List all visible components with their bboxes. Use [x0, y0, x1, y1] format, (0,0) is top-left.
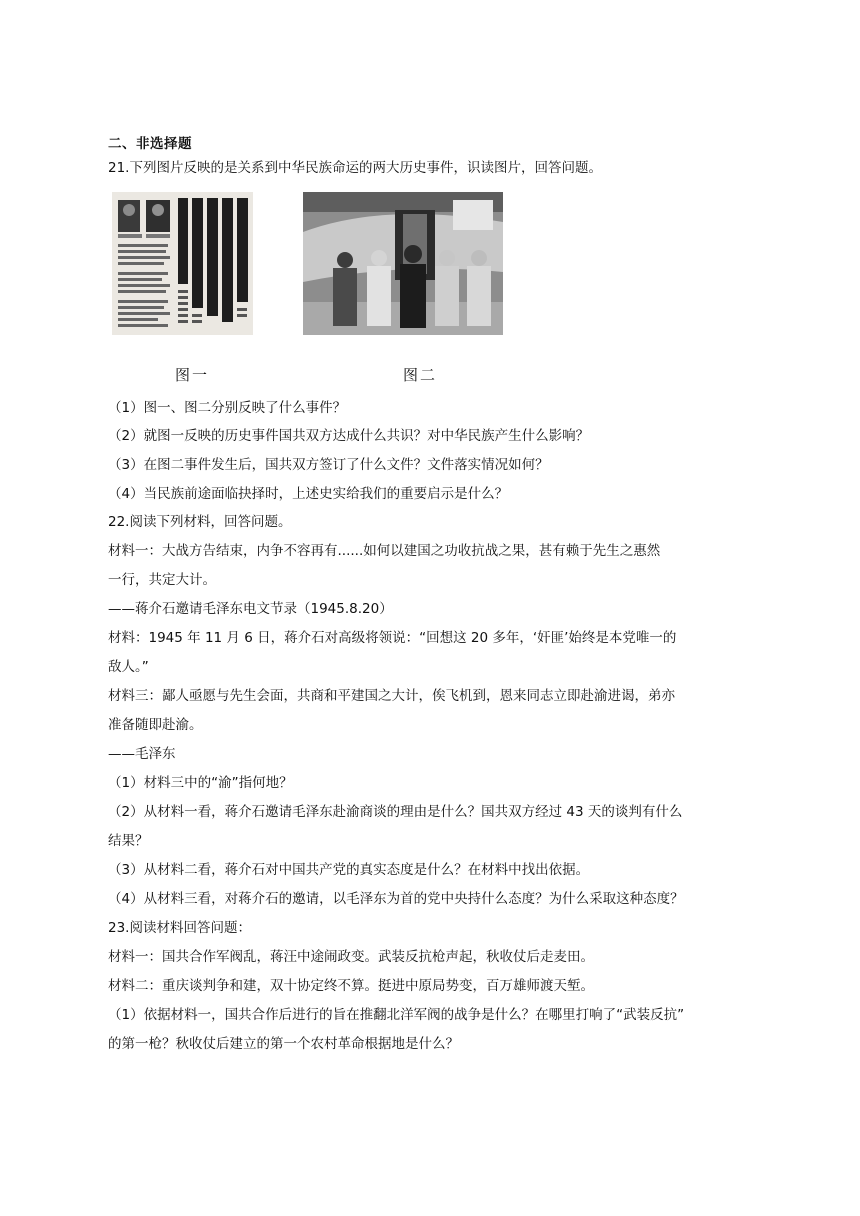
q22-material-3-source: ——毛泽东	[108, 746, 176, 762]
q21-sub-3: （3）在图二事件发生后，国共双方签订了什么文件？文件落实情况如何？	[108, 457, 549, 473]
q22-stem: 22.阅读下列材料，回答问题。	[108, 514, 292, 530]
q22-sub-2-line-2: 结果？	[108, 833, 149, 849]
q22-sub-4: （4）从材料三看，对蒋介石的邀请，以毛泽东为首的党中央持什么态度？为什么采取这种态度？	[108, 891, 684, 907]
q21-sub-2: （2）就图一反映的历史事件国共双方达成什么共识？对中华民族产生什么影响？	[108, 428, 590, 444]
q21-stem: 21.下列图片反映的是关系到中华民族命运的两大历史事件，识读图片，回答问题。	[108, 160, 602, 176]
q22-sub-3: （3）从材料二看，蒋介石对中国共产党的真实态度是什么？在材料中找出依据。	[108, 862, 590, 878]
q21-sub-4: （4）当民族前途面临抉择时，上述史实给我们的重要启示是什么？	[108, 486, 509, 502]
q22-material-2-line-1: 材料：1945 年 11 月 6 日，蒋介石对高级将领说：“回想这 20 多年，‘奸匪’始终是本党唯一的	[108, 630, 677, 646]
q22-material-1-line-1: 材料一：大战方告结束，内争不容再有......如何以建国之功收抗战之果，甚有赖于先生之惠然	[108, 543, 661, 559]
newspaper-photo	[112, 192, 253, 335]
q23-stem: 23.阅读材料回答问题：	[108, 920, 251, 936]
section-title: 二、非选择题	[108, 136, 192, 152]
q22-material-3-line-2: 准备随即赴渝。	[108, 717, 203, 733]
q23-material-1: 材料一：国共合作军阀乱，蒋汪中途闹政变。武装反抗枪声起，秋收仗后走麦田。	[108, 949, 594, 965]
q21-sub-1: （1）图一、图二分别反映了什么事件？	[108, 400, 347, 416]
figure-1-newspaper-image	[112, 192, 253, 335]
q22-material-1-line-2: 一行，共定大计。	[108, 572, 216, 588]
q23-sub-1-line-2: 的第一枪？秋收仗后建立的第一个农村革命根据地是什么？	[108, 1036, 459, 1052]
q22-material-2-line-2: 敌人。”	[108, 659, 149, 675]
figure-2-group-photo-image	[303, 192, 503, 335]
q23-material-2: 材料二：重庆谈判争和建，双十协定终不算。挺进中原局势变，百万雄师渡天堑。	[108, 978, 594, 994]
q23-sub-1-line-1: （1）依据材料一，国共合作后进行的旨在推翻北洋军阀的战争是什么？在哪里打响了“武装反抗”	[108, 1007, 685, 1023]
q22-sub-1: （1）材料三中的“渝”指何地？	[108, 775, 293, 791]
q22-sub-2-line-1: （2）从材料一看，蒋介石邀请毛泽东赴渝商谈的理由是什么？国共双方经过 43 天的谈判有什么	[108, 804, 683, 820]
q22-material-3-line-1: 材料三：鄙人亟愿与先生会面，共商和平建国之大计，俟飞机到，恩来同志立即赴渝进谒，弟亦	[108, 688, 675, 704]
q21-figures	[112, 192, 512, 392]
figure-2-caption: 图二	[403, 366, 438, 384]
group-photo	[303, 192, 503, 335]
figure-1-caption: 图一	[175, 366, 210, 384]
q22-material-1-source: ——蒋介石邀请毛泽东电文节录（1945.8.20）	[108, 601, 393, 617]
